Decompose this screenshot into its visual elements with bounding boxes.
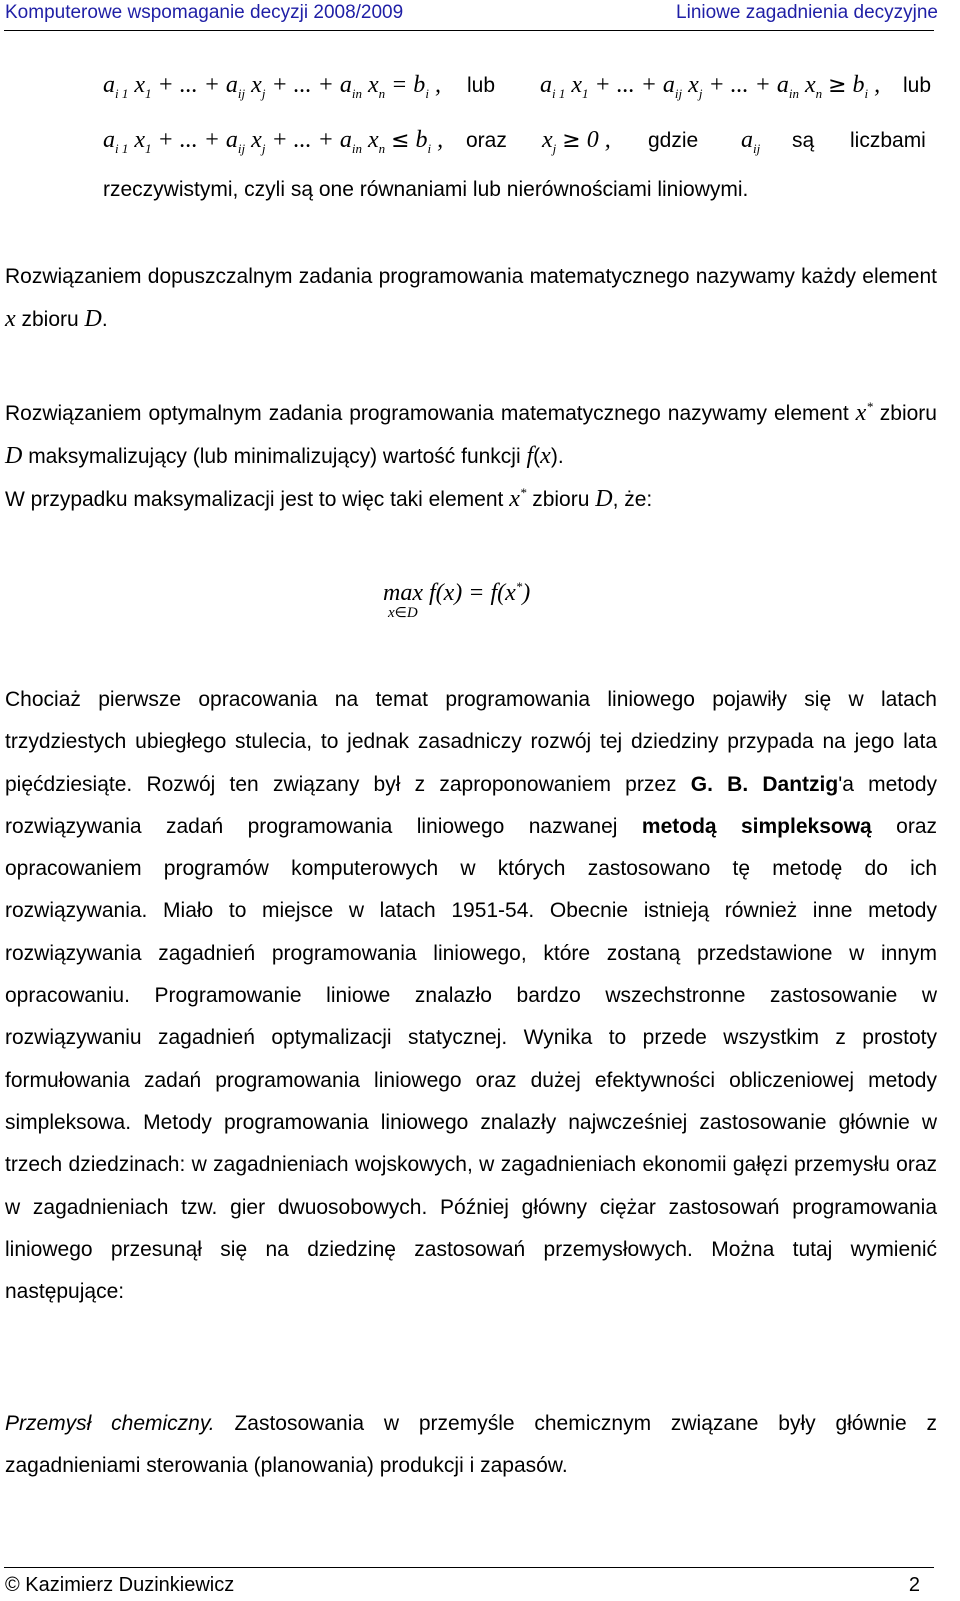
formula-max-subscript: x∈D — [388, 605, 418, 621]
equation-constraint-ge: $a_{i 1}$ $x_1$ + ... + $a_{ij}$ $x_j$ + ... + $a_{in}$ $x_n \ge b_i$ , — [540, 72, 881, 101]
header-rule — [4, 30, 934, 31]
term-simplex-method: metodą simpleksową — [641, 814, 872, 838]
constraint-description: rzeczywistymi, czyli są one równaniami lub nierównościami liniowymi. — [103, 178, 749, 201]
word-lub-1: lub — [467, 74, 496, 97]
label-chemical-industry: Przemysł chemiczny. — [5, 1412, 215, 1435]
footer-rule — [4, 1567, 934, 1568]
paragraph-optimal-solution: Rozwiązaniem optymalnym zadania programowania matematycznego nazywamy element x* zbioru D maksymalizujący (lub minimalizujący) wartość funkcji f(x). — [5, 399, 937, 470]
word-gdzie: gdzie — [648, 129, 699, 152]
header-course-title: Komputerowe wspomaganie decyzji 2008/2009 — [5, 2, 404, 23]
word-sa: są — [792, 129, 815, 152]
word-lub-2: lub — [903, 74, 932, 97]
paragraph-history: Chociaż pierwsze opracowania na temat programowania liniowego pojawiły się w latach trzydziestych ubiegłego stulecia, to jednak zasadniczy rozwój tej dziedziny przypada na jego lata pięćdziesiąte. Rozwój ten związany był z zaproponowaniem przez G. B. Dantzig'a metody rozwiązywania zadań programowania liniowego nazwanej metodą simpleksową oraz opracowaniem programów komputerowych w których zastosowano tę metodę do ich rozwiązywania. Miało to miejsce w latach 1951-54. Obecnie istnieją również inne metody rozwiązywania zagadnień programowania liniowego, które zostaną przedstawione w innym opracowaniu. Programowanie liniowe znalazło bardzo wszechstronne zastosowanie w rozwiązywaniu zagadnień optymalizacji statycznej. Wynika to przede wszystkim z prostoty formułowania zadań programowania liniowego oraz dużej efektywności obliczeniowej metody simpleksowa. Metody programowania liniowego znalazły najwcześniej zastosowanie głównie w trzech dziedzinach: w zagadnieniach wojskowych, w zagadnieniach ekonomii gałęzi przemysłu oraz w zagadnieniach tzw. gier dwuosobowych. Później główny ciężar zastosowań programowania liniowego przesunął się na dziedzinę zastosowań przemysłowych. Można tutaj wymienić następujące: — [5, 688, 937, 1304]
name-dantzig: G. B. Dantzig — [690, 772, 839, 796]
equation-nonnegativity: $x_j \ge 0$ , — [542, 127, 611, 156]
footer-copyright: © Kazimierz Duzinkiewicz — [5, 1574, 235, 1596]
paragraph-feasible-solution: Rozwiązaniem dopuszczalnym zadania programowania matematycznego nazywamy każdy element x zbioru D. — [5, 265, 937, 333]
page-number: 2 — [908, 1574, 920, 1596]
equation-constraint-eq: $a_{i 1}$ $x_1$ + ... + $a_{ij}$ $x_j$ + ... + $a_{in}$ $x_n = b_i$ , — [103, 72, 441, 101]
header-chapter-title: Liniowe zagadnienia decyzyjne — [676, 2, 938, 23]
word-oraz: oraz — [466, 129, 507, 152]
equation-constraint-le: $a_{i 1}$ $x_1$ + ... + $a_{ij}$ $x_j$ + ... + $a_{in}$ $x_n \le b_i$ , — [103, 127, 444, 156]
formula-max: max f(x) = f(x*) — [383, 579, 531, 606]
page-header — [0, 0, 960, 30]
symbol-aij: $a_{ij}$ — [741, 127, 761, 156]
word-liczbami: liczbami — [850, 129, 926, 152]
paragraph-maximization: W przypadku maksymalizacji jest to więc taki element x* zbioru D, że: — [5, 485, 653, 512]
paragraph-chemical-industry: Przemysł chemiczny. Zastosowania w przemyśle chemicznym związane były głównie z zagadnieniami sterowania (planowania) produkcji i zapasów. — [5, 1412, 937, 1478]
